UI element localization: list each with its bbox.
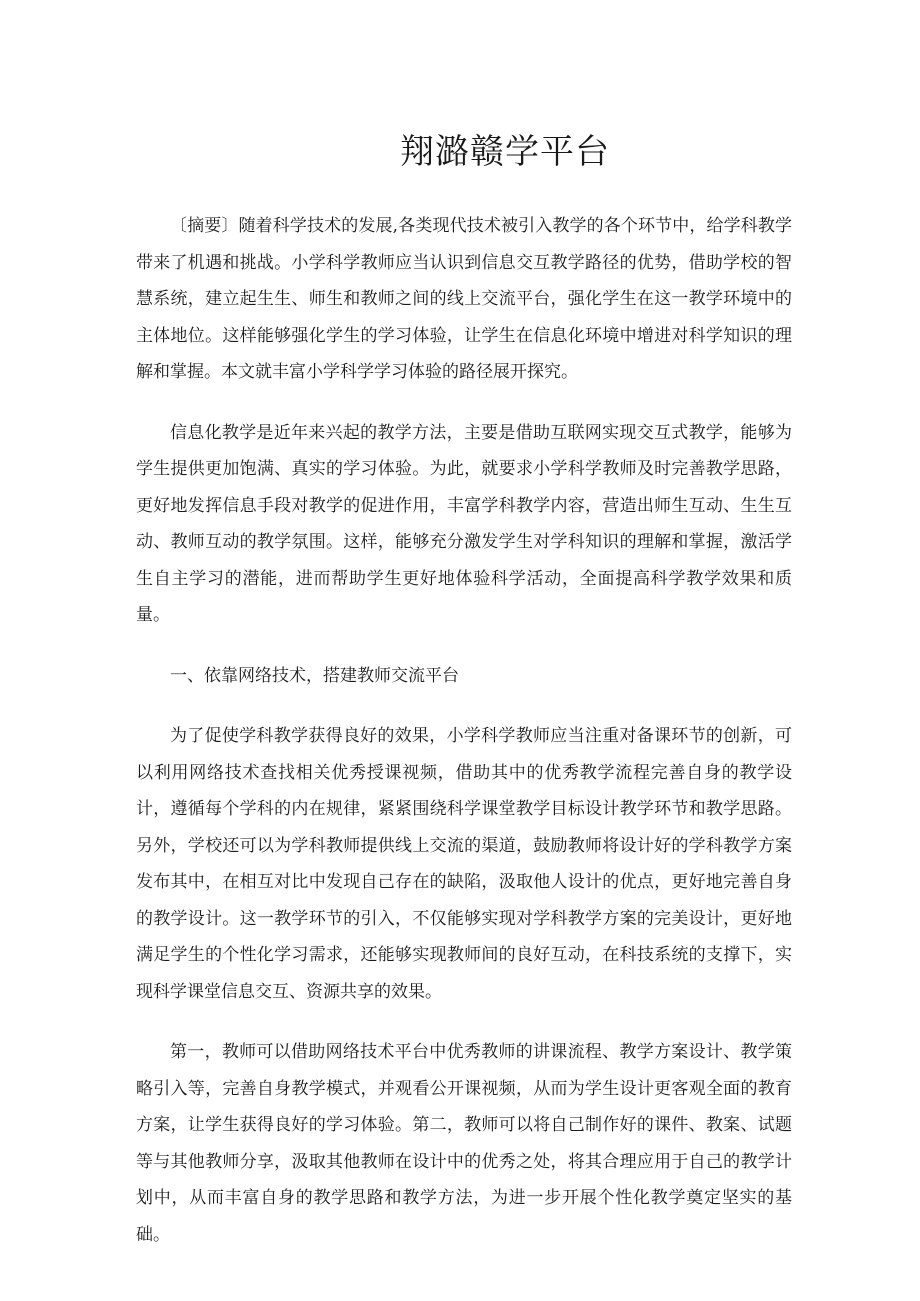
body-paragraph: 第一，教师可以借助网络技术平台中优秀教师的讲课流程、教学方案设计、教学策略引入等，完善自身教学模式，并观看公开课视频，从而为学生设计更客观全面的教育方案，让学生获得良好的学习体验。第二，教师可以将自己制作好的课件、教案、试题等与其他教师分享，汲取其他教师在设计中的优秀之处，将其合理应用于自己的教学计划中，从而丰富自身的教学思路和教学方法，为进一步开展个性化教学奠定坚实的基础。: [136, 1042, 792, 1245]
document-body: [136, 208, 792, 1277]
section-heading: 一、依靠网络技术，搭建教师交流平台: [170, 665, 459, 686]
intro-paragraph: 信息化教学是近年来兴起的教学方法，主要是借助互联网实现交互式教学，能够为学生提供更加饱满、真实的学习体验。为此，就要求小学科学教师及时完善教学思路，更好地发挥信息手段对教学的促进作用，丰富学科教学内容，营造出师生互动、生生互动、教师互动的教学氛围。这样，能够充分激发学生对学科知识的理解和掌握，激活学生自主学习的潜能，进而帮助学生更好地体验科学活动，全面提高科学教学效果和质量。: [136, 422, 792, 625]
body-paragraph: 为了促使学科教学获得良好的效果，小学科学教师应当注重对备课环节的创新，可以利用网络技术查找相关优秀授课视频，借助其中的优秀教学流程完善自身的教学设计，遵循每个学科的内在规律，紧紧围绕科学课堂教学目标设计教学环节和教学思路。另外，学校还可以为学科教师提供线上交流的渠道，鼓励教师将设计好的学科教学方案发布其中，在相互对比中发现自己存在的缺陷，汲取他人设计的优点，更好地完善自身的教学设计。这一教学环节的引入，不仅能够实现对学科教学方案的完美设计，更好地满足学生的个性化学习需求，还能够实现教师间的良好互动，在科技系统的支撑下，实现科学课堂信息交互、资源共享的效果。: [136, 726, 792, 1002]
document-title: 翔潞赣学平台: [400, 132, 610, 172]
abstract-paragraph: 〔摘要〕随着科学技术的发展,各类现代技术被引入教学的各个环节中，给学科教学带来了机遇和挑战。小学科学教师应当认识到信息交互教学路径的优势，借助学校的智慧系统，建立起生生、师生和教师之间的线上交流平台，强化学生在这一教学环境中的主体地位。这样能够强化学生的学习体验，让学生在信息化环境中增进对科学知识的理解和掌握。本文就丰富小学科学学习体验的路径展开探究。: [136, 216, 792, 382]
